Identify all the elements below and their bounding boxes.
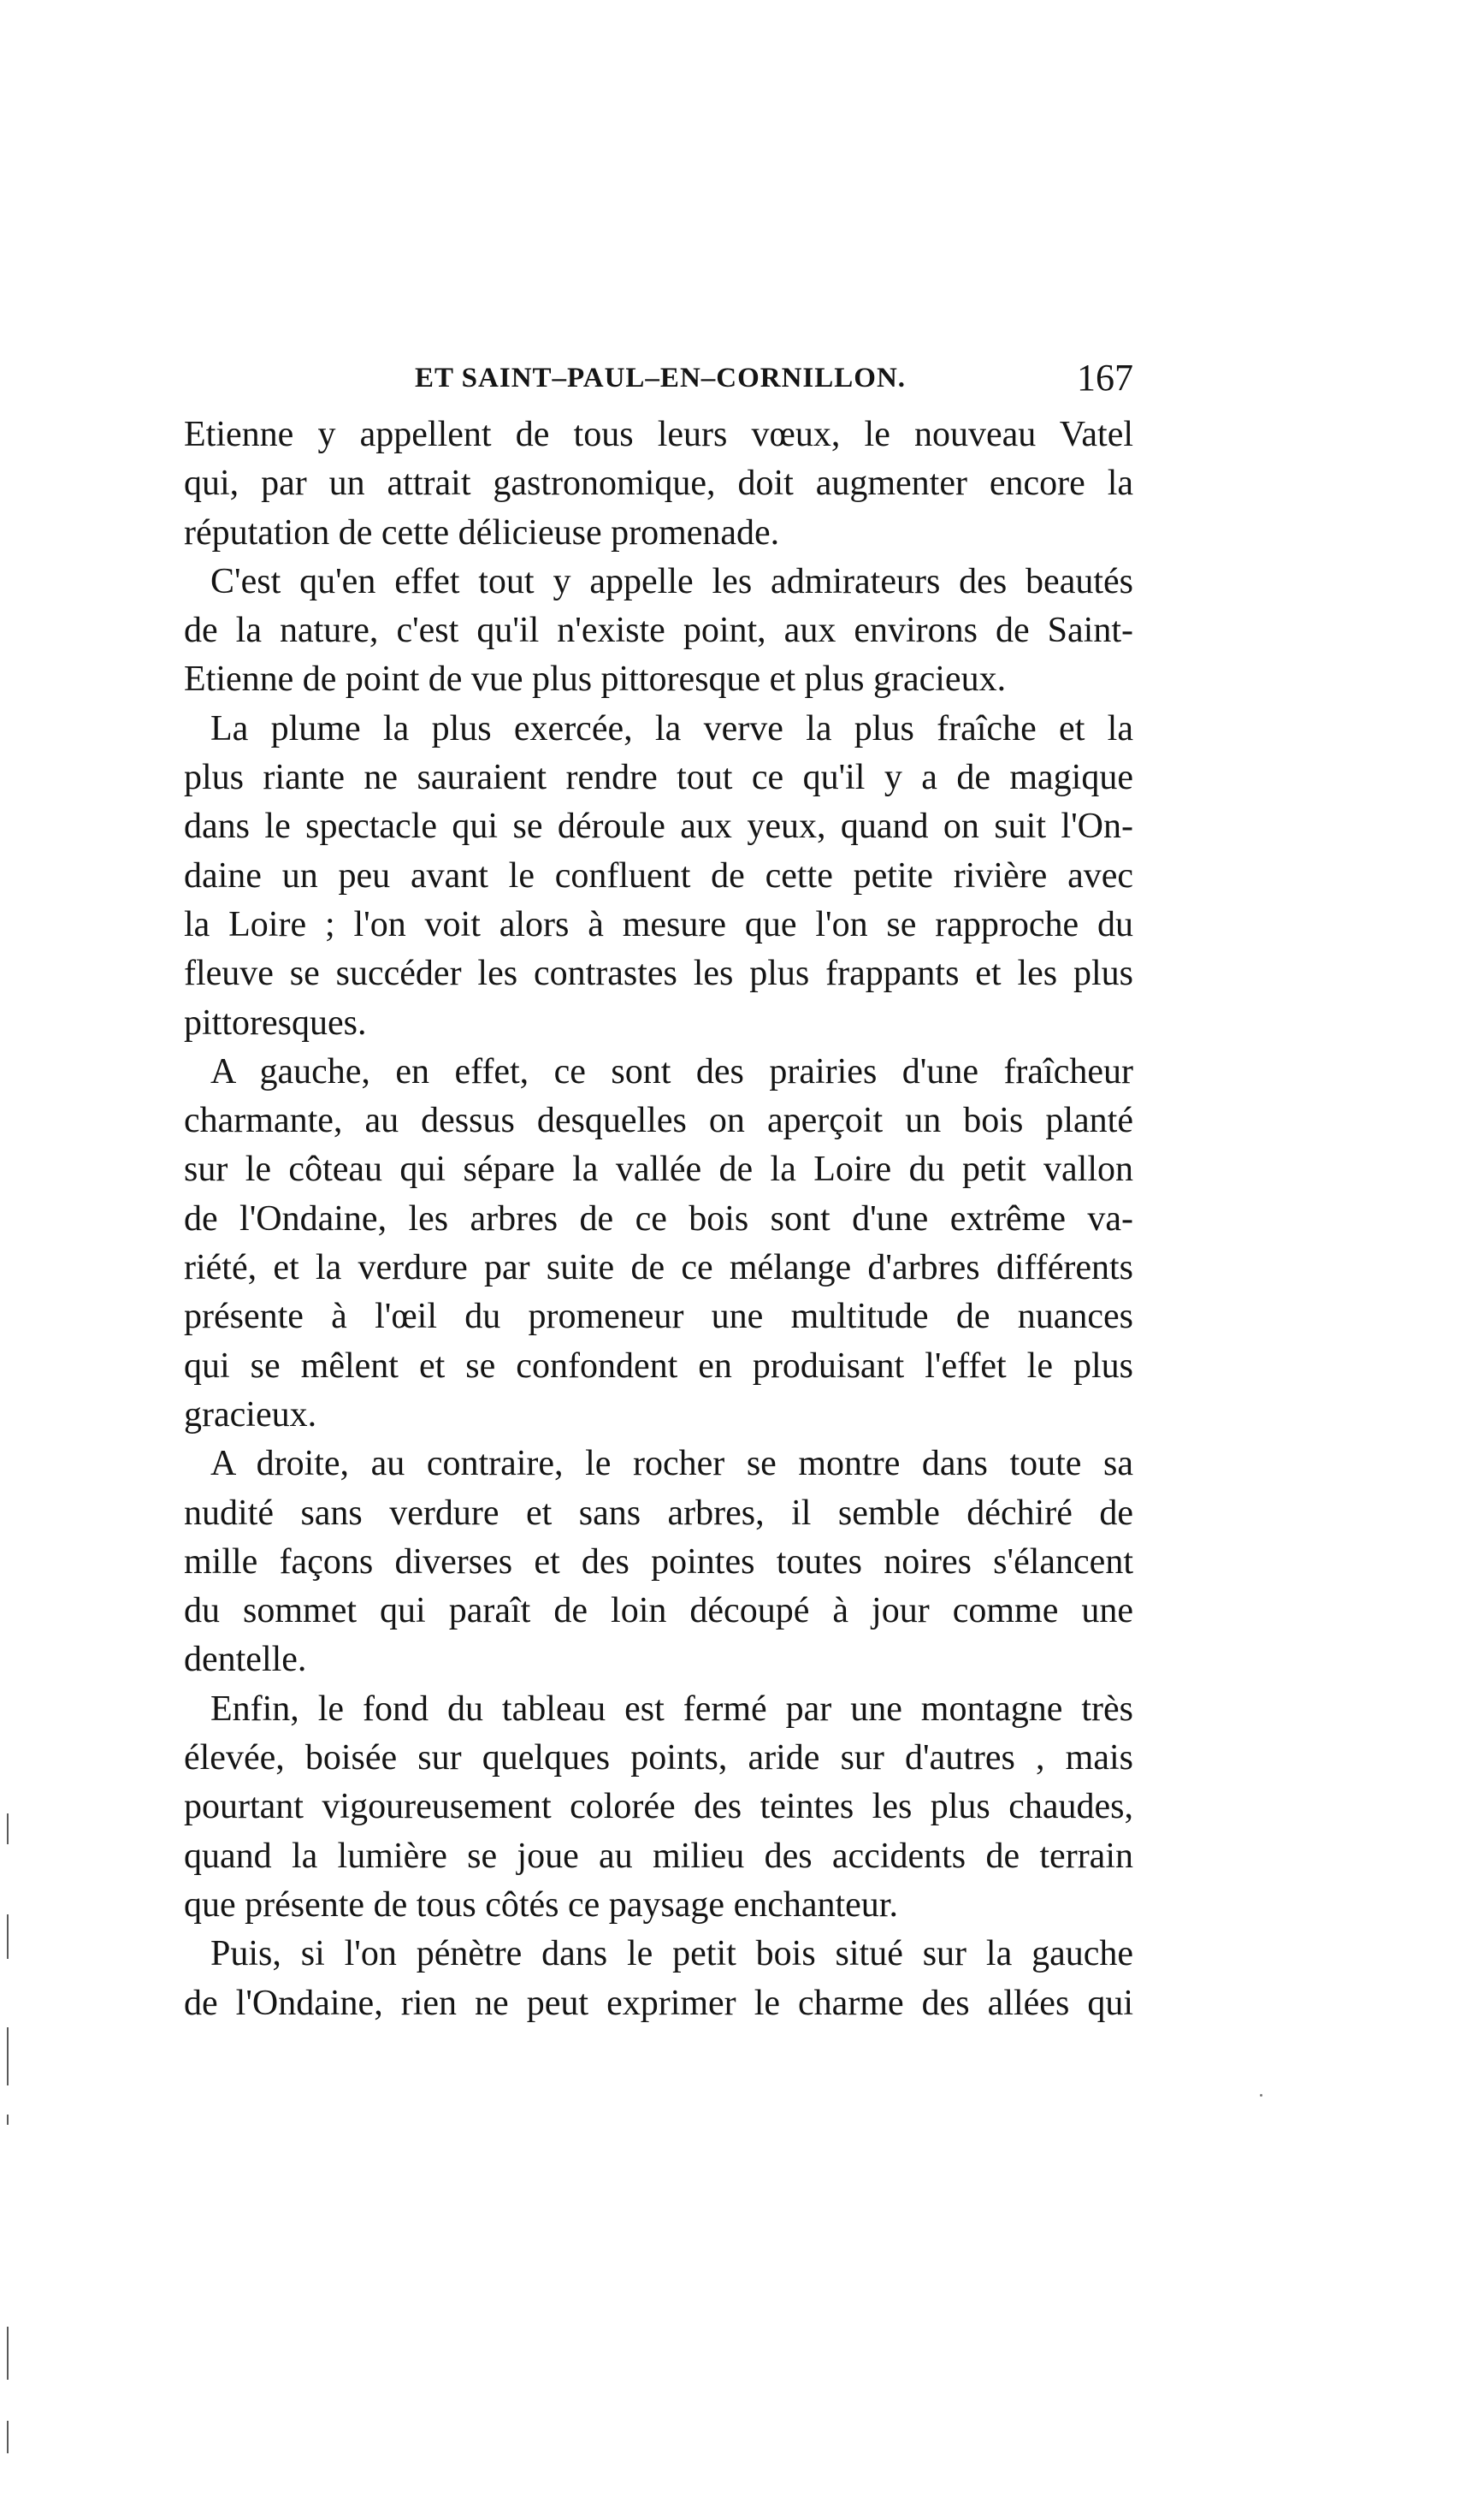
running-title: ET SAINT–PAUL–EN–CORNILLON. xyxy=(415,363,907,393)
running-head xyxy=(184,356,1133,407)
text-line: pourtant vigoureusement colorée des teintes les plus chaudes, xyxy=(184,1787,1133,1827)
text-line: du sommet qui paraît de loin découpé à jour comme une xyxy=(184,1591,1133,1631)
body-text xyxy=(184,411,1133,2028)
text-line: sur le côteau qui sépare la vallée de la Loire du petit vallon xyxy=(184,1150,1133,1190)
scan-margin-mark xyxy=(7,1813,9,1844)
paragraph-first-line: La plume la plus exercée, la verve la plus fraîche et la xyxy=(210,708,1133,748)
text-line: de la nature, c'est qu'il n'existe point, aux environs de Saint- xyxy=(184,611,1133,651)
page-number: 167 xyxy=(1077,357,1133,399)
paragraph-first-line: A gauche, en effet, ce sont des prairies d'une fraîcheur xyxy=(210,1051,1133,1091)
text-line: daine un peu avant le confluent de cette petite rivière avec xyxy=(184,855,1133,896)
paragraph-first-line: C'est qu'en effet tout y appelle les admirateurs des beautés xyxy=(210,561,1133,601)
text-line: fleuve se succéder les contrastes les plus frappants et les plus xyxy=(184,954,1133,994)
text-line: quand la lumière se joue au milieu des accidents de terrain xyxy=(184,1836,1133,1876)
text-line: que présente de tous côtés ce paysage enchanteur. xyxy=(184,1884,898,1925)
text-line: gracieux. xyxy=(184,1394,317,1435)
text-line: Etienne y appellent de tous leurs vœux, le nouveau Vatel xyxy=(184,415,1133,454)
scan-margin-mark xyxy=(7,2115,9,2125)
scan-margin-mark xyxy=(7,1914,9,1959)
text-line: de l'Ondaine, les arbres de ce bois sont d'une extrême va- xyxy=(184,1198,1133,1239)
text-line: mille façons diverses et des pointes toutes noires s'élancent xyxy=(184,1541,1133,1582)
text-line: la Loire ; l'on voit alors à mesure que l'on se rapproche du xyxy=(184,904,1133,944)
text-line: dentelle. xyxy=(184,1640,307,1680)
scan-margin-mark xyxy=(7,2421,9,2453)
paragraph-first-line: A droite, au contraire, le rocher se montre dans toute sa xyxy=(210,1444,1133,1484)
text-line: de l'Ondaine, rien ne peut exprimer le charme des allées qui xyxy=(184,1983,1133,2023)
text-line: plus riante ne sauraient rendre tout ce qu'il y a de magique xyxy=(184,758,1133,798)
paragraph-first-line: Puis, si l'on pénètre dans le petit bois situé sur la gauche xyxy=(210,1934,1133,1974)
paragraph-first-line: Enfin, le fond du tableau est fermé par une montagne très xyxy=(210,1689,1133,1729)
text-line: qui se mêlent et se confondent en produisant l'effet le plus xyxy=(184,1346,1133,1386)
scan-margin-mark xyxy=(7,2027,9,2085)
text-line: Etienne de point de vue plus pittoresque et plus gracieux. xyxy=(184,660,1007,700)
scan-margin-mark xyxy=(7,2327,9,2380)
text-line: nudité sans verdure et sans arbres, il semble déchiré de xyxy=(184,1493,1133,1533)
text-line: riété, et la verdure par suite de ce mélange d'arbres différents xyxy=(184,1248,1133,1288)
text-line: dans le spectacle qui se déroule aux yeux, quand on suit l'On- xyxy=(184,807,1133,847)
text-line: qui, par un attrait gastronomique, doit augmenter encore la xyxy=(184,464,1133,504)
text-line: élevée, boisée sur quelques points, aride sur d'autres , mais xyxy=(184,1738,1133,1778)
text-line: réputation de cette délicieuse promenade. xyxy=(184,512,780,553)
scan-speck xyxy=(1260,2094,1262,2097)
text-line: charmante, au dessus desquelles on aperçoit un bois planté xyxy=(184,1101,1133,1141)
text-line: pittoresques. xyxy=(184,1003,367,1043)
text-line: présente à l'œil du promeneur une multitude de nuances xyxy=(184,1297,1133,1337)
